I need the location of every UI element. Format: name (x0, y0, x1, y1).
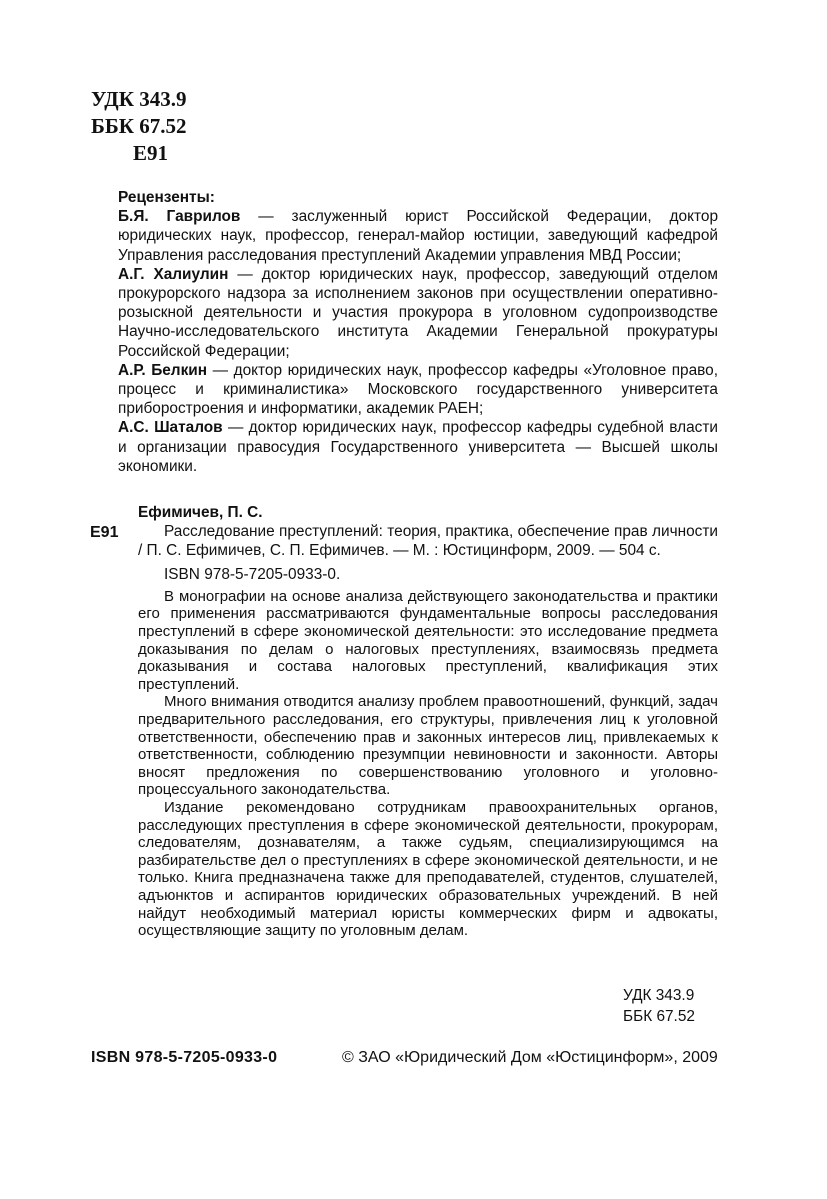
card-author: Ефимичев, П. С. (138, 504, 263, 521)
reviewer-entry (118, 418, 718, 476)
reviewers-heading: Рецензенты: (118, 189, 215, 206)
reviewer-description: — доктор юридических наук, профессор кафедры судебной власти и организации правосудия Государственного университета — Высшей школы экономики. (118, 419, 718, 475)
catalog-card-code: Е91 (90, 524, 119, 541)
bbk-code: ББК 67.52 (91, 114, 187, 138)
abstract-paragraph: Много внимания отводится анализу проблем правоотношений, функций, задач предварительного расследования, его структуры, привлечения лиц к уголовной ответственности, обеспечению прав и законных интересов лиц, привлекаемых к ответственности, соблюдению презумпции невиновности и законности. Авторы вносят предложения по совершенствованию уголовного и уголовно-процессуального законодательства. (138, 693, 718, 799)
reviewer-entry (118, 207, 718, 265)
catalog-card (138, 503, 718, 940)
reviewer-name: Б.Я. Гаврилов (118, 208, 241, 226)
classification-codes (91, 86, 187, 167)
reviewer-name: А.Г. Халиулин (118, 265, 229, 283)
reviewer-name: А.Р. Белкин (118, 361, 208, 379)
abstract-paragraph: В монографии на основе анализа действующего законодательства и практики его применения рассматриваются фундаментальные вопросы расследования преступлений в сфере экономической деятельности: это исследование предмета доказывания по делам о налоговых преступлениях, взаимосвязь предмета доказывания и состава налоговых преступлений, квалификация этих преступлений. (138, 587, 718, 693)
bibliographic-description: Расследование преступлений: теория, практика, обеспечение прав личности / П. С. Ефимичев, С. П. Ефимичев. — М. : Юстицинформ, 2009. — 504 с. (138, 523, 718, 560)
reviewer-description: — доктор юридических наук, профессор кафедры «Уголовное право, процесс и криминалистика» Московского государственного университета приборостроения и информатики, академик РАЕН; (118, 361, 719, 418)
abstract-paragraph: Издание рекомендовано сотрудникам правоохранительных органов, расследующих преступления в сфере экономической деятельности, прокурорам, следователям, дознавателям, а также судьям, специализирующимся на разбирательстве дел о преступлениях в сфере экономической деятельности, и не только. Книга предназначена также для преподавателей, студентов, слушателей, адъюнктов и аспирантов юридических образовательных учреждений. В ней найдут необходимый материал юристы коммерческих фирм и адвокаты, осуществляющие защиту по уголовным делам. (138, 798, 718, 940)
reviewer-description: — доктор юридических наук, профессор, заведующий отделом прокурорского надзора за исполнением законов при осуществлении оперативно-розыскной деятельности и участия прокурора в уголовном судопроизводстве Научно-исследовательского института Академии Генеральной прокуратуры Российской Федерации; (118, 265, 718, 360)
reviewer-entry (118, 361, 718, 419)
bbk-code-bottom: ББК 67.52 (623, 1008, 695, 1025)
card-isbn: ISBN 978-5-7205-0933-0. (164, 565, 341, 583)
reviewer-description: — заслуженный юрист Российской Федерации, доктор юридических наук, профессор, генерал-майор юстиции, заведующий кафедрой Управления расследования преступлений Академии управления МВД России; (118, 208, 718, 264)
udk-code-bottom: УДК 343.9 (623, 987, 695, 1004)
reviewer-entry (118, 265, 718, 361)
author-sign-code: Е91 (133, 141, 169, 165)
bottom-classification-codes (623, 985, 695, 1027)
reviewers-block (118, 188, 718, 476)
udk-code: УДК 343.9 (91, 87, 187, 111)
copyright-notice: © ЗАО «Юридический Дом «Юстицинформ», 2009 (342, 1049, 718, 1066)
reviewer-name: А.С. Шаталов (118, 419, 223, 437)
footer-isbn: ISBN 978-5-7205-0933-0 (91, 1049, 278, 1066)
